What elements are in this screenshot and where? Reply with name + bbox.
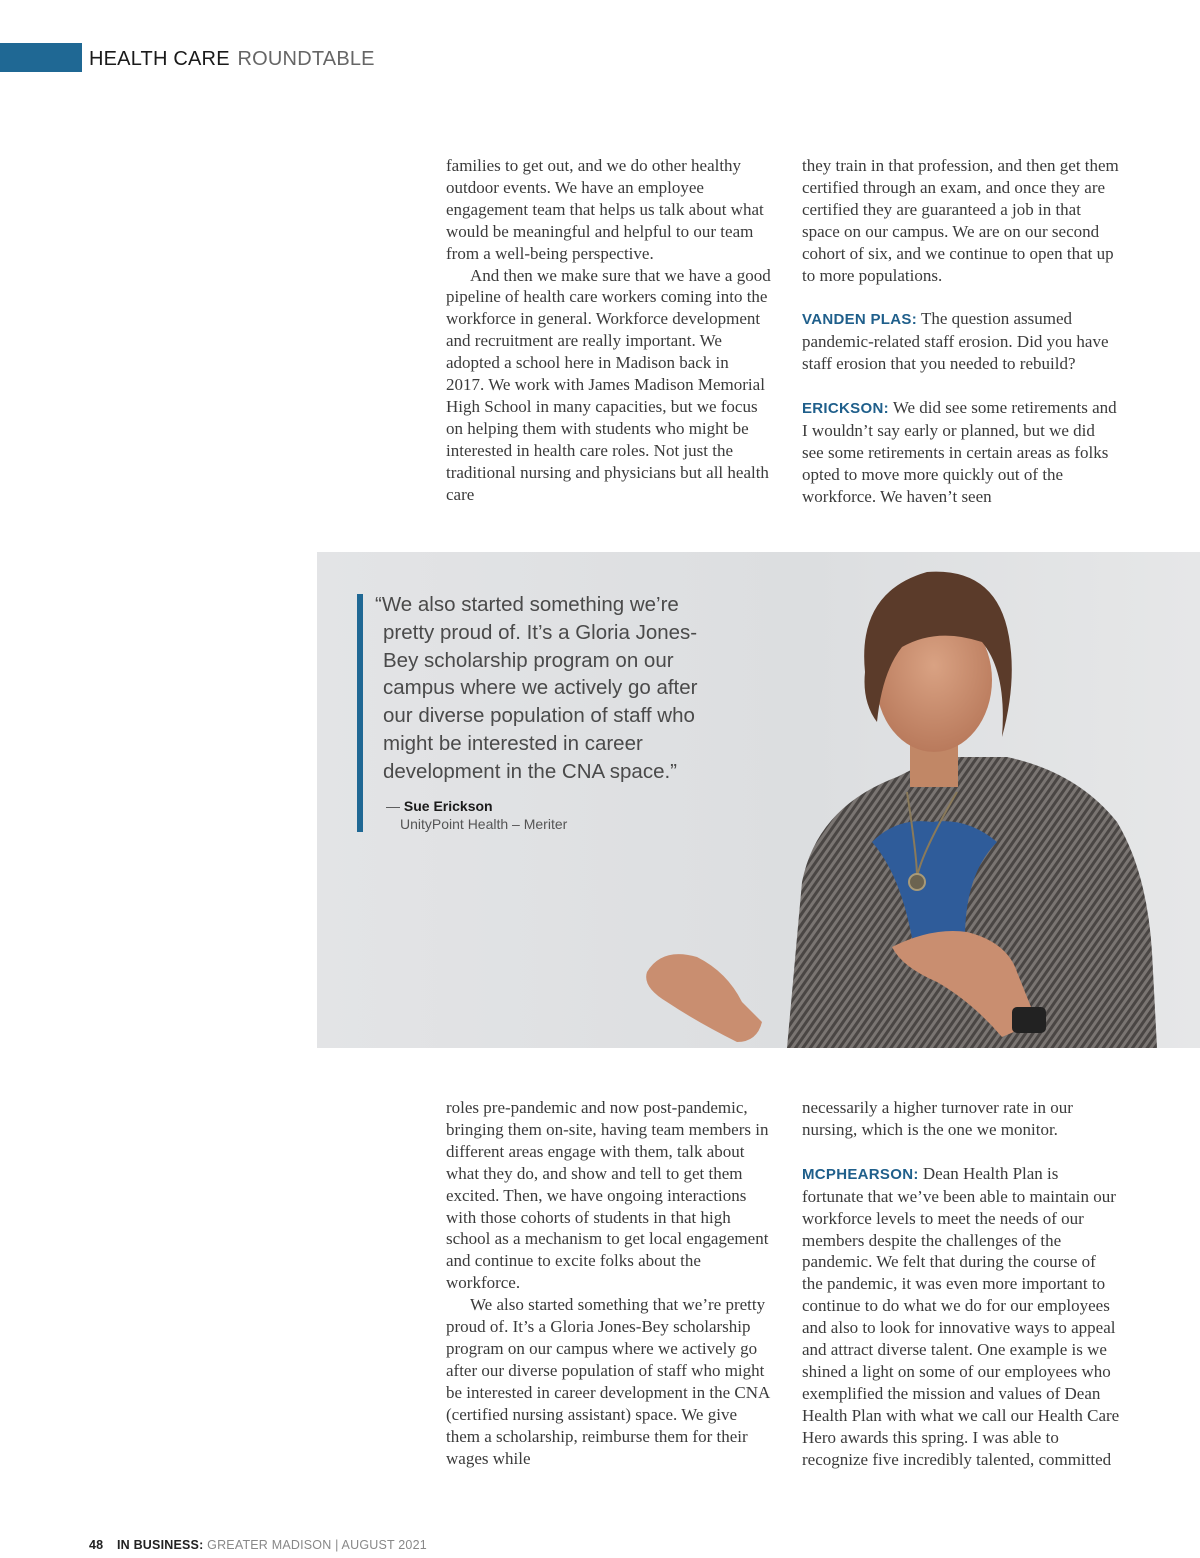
speaker-label: ERICKSON: bbox=[802, 400, 889, 418]
attribution-name: Sue Erickson bbox=[403, 798, 493, 814]
magazine-name: IN BUSINESS: bbox=[117, 1538, 204, 1552]
paragraph: necessarily a higher turnover rate in our nursing, which is the one we monitor. bbox=[802, 1098, 1073, 1139]
page-number: 48 bbox=[89, 1538, 104, 1552]
article-column-bottom-left bbox=[446, 1097, 771, 1469]
pull-quote-bar bbox=[357, 594, 363, 832]
paragraph: roles pre-pandemic and now post-pandemic, bringing them on-site, having team members in different areas engage with them, talk about what they do, and show and tell to get them excited. Then, we have ongoing interactions with those cohorts of students in that high school as a mechanism to get local engagement and continue to excite folks about the workforce. bbox=[446, 1098, 769, 1293]
paragraph: We also started something that we’re pretty proud of. It’s a Gloria Jones-Bey scholarship program on our campus where we actively go after our diverse population of staff who might be interested in career development in the CNA (certified nursing assistant) space. We give them a scholarship, reimburse them for their wages while bbox=[446, 1295, 770, 1468]
article-column-top-left bbox=[446, 155, 771, 506]
magazine-edition: GREATER MADISON | AUGUST 2021 bbox=[207, 1538, 427, 1552]
paragraph-text: Dean Health Plan is fortunate that we’ve been able to maintain our workforce levels to meet the needs of our members despite the challenges of the pandemic. We felt that during the course of the pandemic, it was even more important to continue to do what we do for our employees and also to look for innovative ways to appeal and attract diverse talent. One example is we shined a light on some of our employees who exemplified the mission and values of Dean Health Plan with what we call our Health Care Hero awards this spring. I was able to recognize five incredibly talented, committed bbox=[802, 1163, 1120, 1469]
paragraph-vanden-plas bbox=[802, 308, 1120, 375]
section-title-light: ROUNDTABLE bbox=[237, 48, 375, 70]
page-footer bbox=[89, 1537, 427, 1553]
article-column-top-right bbox=[802, 155, 1120, 508]
paragraph: they train in that profession, and then get them certified through an exam, and once they are certified they are guaranteed a job in that space on our campus. We are on our second cohort of six, and we continue to open that up to more populations. bbox=[802, 156, 1119, 285]
attribution-organization: UnityPoint Health – Meriter bbox=[400, 816, 568, 832]
paragraph-erickson bbox=[802, 397, 1120, 508]
pull-quote-attribution bbox=[386, 797, 493, 815]
article-column-bottom-right bbox=[802, 1097, 1120, 1471]
paragraph-mcphearson bbox=[802, 1163, 1120, 1471]
pull-quote: “We also started something we’re pretty proud of. It’s a Gloria Jones-Bey scholarship program on our campus where we actively go after our diverse population of staff who might be interested in career development in the CNA space.” bbox=[375, 593, 698, 783]
paragraph-text: The question assumed pandemic-related staff erosion. Did you have staff erosion that you needed to rebuild? bbox=[802, 309, 1109, 374]
section-title-bold: HEALTH CARE bbox=[89, 48, 230, 70]
paragraph-text: We did see some retirements and I wouldn’t say early or planned, but we did see some retirements in certain areas as folks opted to move more quickly out of the workforce. We haven’t seen bbox=[802, 398, 1117, 506]
left-hand-shape bbox=[646, 954, 762, 1042]
watch-shape bbox=[1012, 1007, 1046, 1033]
speaker-label: VANDEN PLAS: bbox=[802, 311, 917, 329]
speaker-label: MCPHEARSON: bbox=[802, 1165, 919, 1183]
paragraph: And then we make sure that we have a good pipeline of health care workers coming into the workforce in general. Workforce development and recruitment are really important. We adopted a school here in Madison back in 2017. We work with James Madison Memorial High School in many capacities, but we focus on helping them with students who might be interested in health care roles. Not just the traditional nursing and physicians but all health care bbox=[446, 265, 771, 504]
section-color-bar bbox=[0, 43, 82, 72]
section-title bbox=[89, 47, 375, 71]
attribution-dash: — bbox=[386, 798, 400, 814]
paragraph: families to get out, and we do other healthy outdoor events. We have an employee engagement team that helps us talk about what would be meaningful and helpful to our team from a well-being perspective. bbox=[446, 156, 764, 263]
